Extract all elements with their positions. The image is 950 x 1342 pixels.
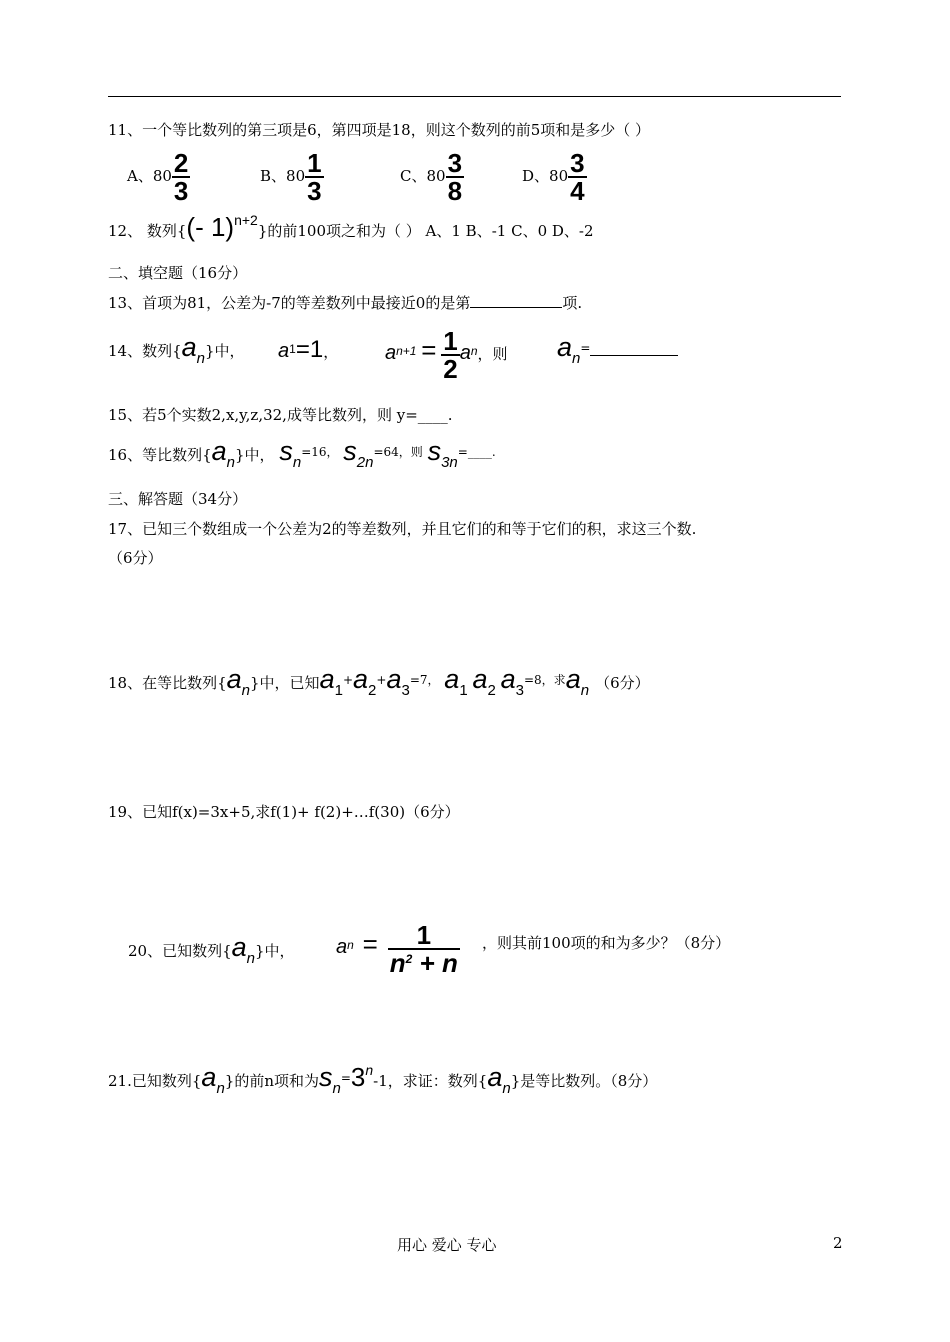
q20-prefix: 20、已知数列{: [128, 942, 232, 960]
q21-equals: =: [340, 1071, 351, 1085]
q16-mid: }中，: [235, 446, 275, 464]
q21-mid: }的前n项和为: [224, 1072, 319, 1090]
q16-sub-n: n: [226, 454, 236, 471]
question-17-line-1: 17、已知三个数组成一个公差为2的等差数列，并且它们的和等于它们的积，求这三个数.: [108, 520, 697, 538]
q18-sub-3: 3: [401, 682, 410, 699]
option-c: [400, 150, 464, 204]
q18-value-1: =7，: [409, 673, 440, 687]
page-number: 2: [833, 1234, 843, 1252]
option-a: [127, 150, 190, 204]
option-a-denominator: 3: [173, 176, 189, 206]
q18-b2: a: [472, 664, 488, 694]
q16-s2: s: [343, 436, 357, 466]
q18-a3: a: [386, 664, 402, 694]
q14-sub-1: 1: [289, 342, 296, 356]
q13-answer-blank: [470, 307, 562, 308]
q14-sub-n: n: [196, 350, 206, 367]
q14-a: a: [181, 332, 197, 362]
q20-numerator: 1: [416, 920, 432, 950]
q14-answer-eq: =: [580, 341, 591, 355]
question-14: [108, 332, 245, 367]
q21-sub-sn: n: [332, 1080, 341, 1097]
q21-suffix: }是等比数列。（8分）: [510, 1072, 658, 1090]
q20-den-square: 2: [405, 952, 413, 966]
q18-plus-2: +: [376, 673, 387, 687]
q14-condition-1: [278, 336, 338, 364]
option-b: [260, 150, 324, 204]
option-b-numerator: 1: [307, 148, 322, 178]
q16-value-3: =____.: [457, 445, 496, 459]
question-16: [108, 436, 496, 471]
q16-s1: s: [279, 436, 293, 466]
q21-prefix: 21.已知数列{: [108, 1072, 202, 1090]
q20-equals: =: [362, 929, 378, 959]
q18-value-2: =8，求: [523, 673, 566, 687]
q13-prefix: 13、首项为81，公差为-7的等差数列中最接近0的是第: [108, 294, 471, 312]
q21-a: a: [201, 1062, 217, 1092]
q14-eq1: =1: [295, 336, 324, 363]
question-11: 11、一个等比数列的第三项是6，第四项是18，则这个数列的前5项和是多少（ ）: [108, 121, 651, 139]
option-d: [522, 150, 587, 204]
q16-value-2: =64，则: [373, 445, 423, 459]
q20-sub-n: n: [246, 950, 256, 967]
q16-value-1: =16，: [301, 445, 339, 459]
q14-answer-a: a: [557, 332, 573, 362]
q20-den-n: n: [389, 948, 406, 978]
q16-sub-sn: n: [292, 454, 302, 471]
q21-s: s: [319, 1062, 333, 1092]
q14-condition-2: [385, 328, 508, 382]
q20-suffix: ，则其前100项的和为多少？（8分）: [482, 934, 731, 952]
q14-an: a: [459, 342, 471, 364]
q14-comma: ，: [323, 343, 339, 361]
question-20: [128, 932, 295, 967]
q18-sub-b2: 2: [487, 682, 496, 699]
q20-an: a: [336, 936, 348, 958]
q21-sub-n: n: [216, 1080, 225, 1097]
q12-exponent: n+2: [234, 212, 258, 228]
option-d-label: D、80: [522, 167, 569, 185]
q18-sub-n: n: [241, 682, 251, 699]
q14-sub-n2: n: [470, 344, 478, 358]
q18-sub-1: 1: [334, 682, 343, 699]
q18-score: （6分）: [595, 674, 650, 692]
q16-sub-2n: 2n: [356, 454, 374, 471]
option-d-denominator: 4: [570, 176, 585, 206]
q21-sub-n2: n: [502, 1080, 511, 1097]
q12-prefix: 12、 数列{: [108, 222, 187, 240]
question-13: [108, 292, 582, 313]
q20-mid: }中，: [255, 942, 295, 960]
question-15: 15、若5个实数2,x,y,z,32,成等比数列，则 y=____.: [108, 406, 453, 424]
option-d-numerator: 3: [570, 148, 585, 178]
q14-mid: }中，: [205, 342, 245, 360]
q18-b3: a: [500, 664, 516, 694]
q12-base: (- 1): [186, 212, 235, 242]
q14-prefix: 14、数列{: [108, 342, 182, 360]
q14-then: ，则: [477, 345, 508, 363]
option-b-denominator: 3: [307, 176, 322, 206]
q21-minus-1: -1，求证：数列{: [373, 1072, 488, 1090]
q18-a1: a: [319, 664, 335, 694]
q18-an: a: [565, 664, 581, 694]
option-c-label: C、80: [400, 167, 446, 185]
q18-prefix: 18、在等比数列{: [108, 674, 227, 692]
section-2-heading: 二、填空题（16分）: [108, 264, 248, 282]
q21-base-3: 3: [350, 1062, 366, 1092]
q13-suffix: 项.: [562, 294, 583, 312]
q14-answer: [557, 332, 678, 367]
q14-sub-n1: n+1: [396, 344, 417, 358]
q14-a1: a: [278, 340, 290, 362]
option-c-denominator: 8: [447, 176, 463, 206]
q14-an1: a: [385, 342, 397, 364]
q20-a: a: [231, 932, 247, 962]
q18-sub-b3: 3: [515, 682, 524, 699]
q18-a2: a: [353, 664, 369, 694]
footer-motto: 用心 爱心 专心: [397, 1236, 497, 1254]
q16-sub-3n: 3n: [441, 454, 458, 471]
q18-b1: a: [444, 664, 460, 694]
question-17-line-2: （6分）: [108, 549, 163, 567]
q21-exp-n: n: [365, 1062, 374, 1078]
q16-s3: s: [427, 436, 442, 466]
q18-a: a: [226, 664, 242, 694]
q18-sub-2: 2: [368, 682, 377, 699]
option-a-label: A、80: [127, 167, 172, 185]
q20-an-sub: n: [347, 938, 354, 952]
q14-half-den: 2: [443, 354, 458, 384]
question-12: [108, 212, 594, 243]
q14-half-num: 1: [443, 326, 458, 356]
option-b-label: B、80: [260, 167, 306, 185]
section-3-heading: 三、解答题（34分）: [108, 490, 248, 508]
q21-a2: a: [487, 1062, 503, 1092]
header-rule: [108, 96, 841, 97]
q18-mid: }中，已知: [250, 674, 320, 692]
q16-a: a: [211, 436, 227, 466]
q14-answer-blank: [590, 355, 678, 356]
q18-plus-1: +: [342, 673, 353, 687]
q20-den-plus-n: + n: [412, 948, 458, 978]
q14-answer-sub-n: n: [572, 350, 581, 367]
option-a-numerator: 2: [173, 148, 189, 178]
q12-suffix: }的前100项之和为（ ） A、1 B、-1 C、0 D、-2: [257, 222, 594, 240]
q16-prefix: 16、等比数列{: [108, 446, 212, 464]
question-21: [108, 1062, 658, 1097]
q18-sub-an: n: [580, 682, 590, 699]
question-18: [108, 664, 650, 699]
q14-equals: =: [421, 335, 437, 365]
question-19: 19、已知f(x)=3x+5,求f(1)+ f(2)+…f(30)（6分）: [108, 803, 460, 821]
q18-sub-b1: 1: [459, 682, 468, 699]
option-c-numerator: 3: [447, 148, 463, 178]
q20-formula: [336, 922, 461, 976]
